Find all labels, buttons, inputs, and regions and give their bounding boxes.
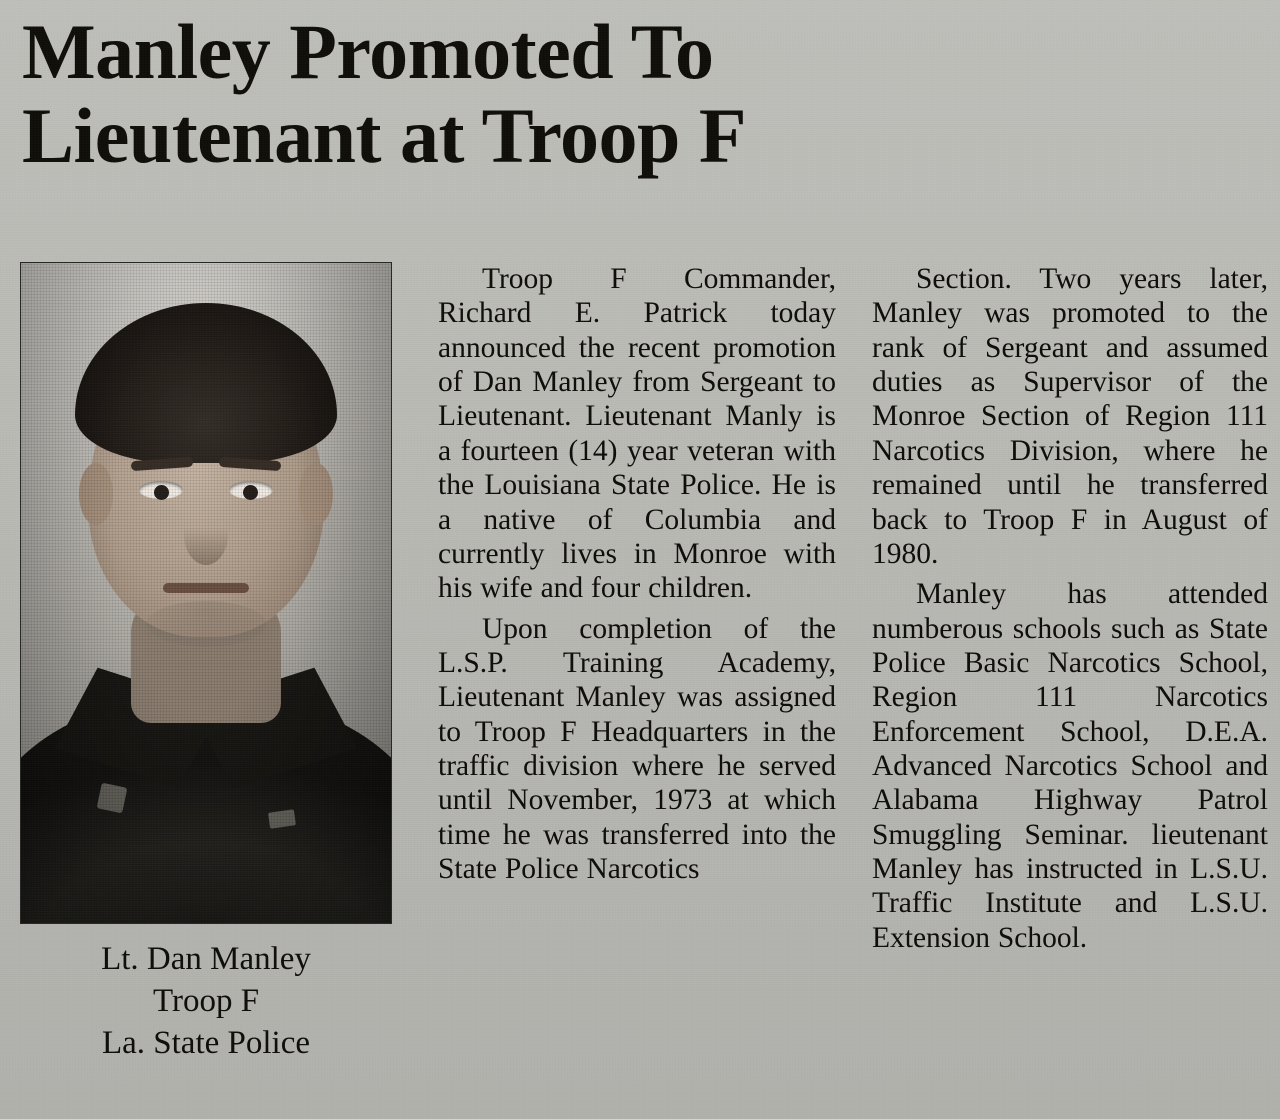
- column-one: [438, 262, 836, 888]
- caption-line-3: La. State Police: [101, 1025, 311, 1062]
- paragraph: Manley has attended numberous schools such as State Police Basic Narcotics School, Region 111 Narcotics Enforcement School, D.E.A. Advanced Narcotics School and Alabama Highway Patrol Smuggling Seminar. lieutenant Manley has instructed in L.S.U. Traffic Institute and L.S.U. Extension School.: [872, 578, 1268, 954]
- paragraph: Troop F Commander, Richard E. Patrick today announced the recent promotion of Dan Manley from Sergeant to Lieutenant. Lieutenant Manly is a fourteen (14) year veteran with the Louisiana State Police. He is a native of Columbia and currently lives in Monroe with his wife and four children.: [438, 263, 836, 605]
- paragraph: Section. Two years later, Manley was promoted to the rank of Sergeant and assumed duties as Supervisor of the Monroe Section of Region 111 Narcotics Division, where he remained until he transferred back to Troop F in August of 1980.: [872, 263, 1268, 570]
- caption-line-2: Troop F: [152, 983, 260, 1020]
- paragraph: Upon completion of the L.S.P. Training Academy, Lieutenant Manley was assigned to Troop F Headquarters in the traffic division where he served until November, 1973 at which time he was transferred into the State Police Narcotics: [438, 612, 836, 886]
- headline-line-1: Manley Promoted To: [22, 8, 714, 95]
- portrait-photo: [20, 262, 392, 924]
- page-title: [22, 8, 1262, 180]
- article-columns: [20, 262, 1268, 1102]
- caption-line-1: Lt. Dan Manley: [101, 941, 311, 977]
- photo-caption: [20, 938, 392, 1065]
- headline-line-2: Lieutenant at Troop F: [22, 92, 747, 180]
- photo-column: [20, 262, 394, 1065]
- column-two: [872, 262, 1268, 957]
- photo-halftone-texture: [21, 263, 391, 923]
